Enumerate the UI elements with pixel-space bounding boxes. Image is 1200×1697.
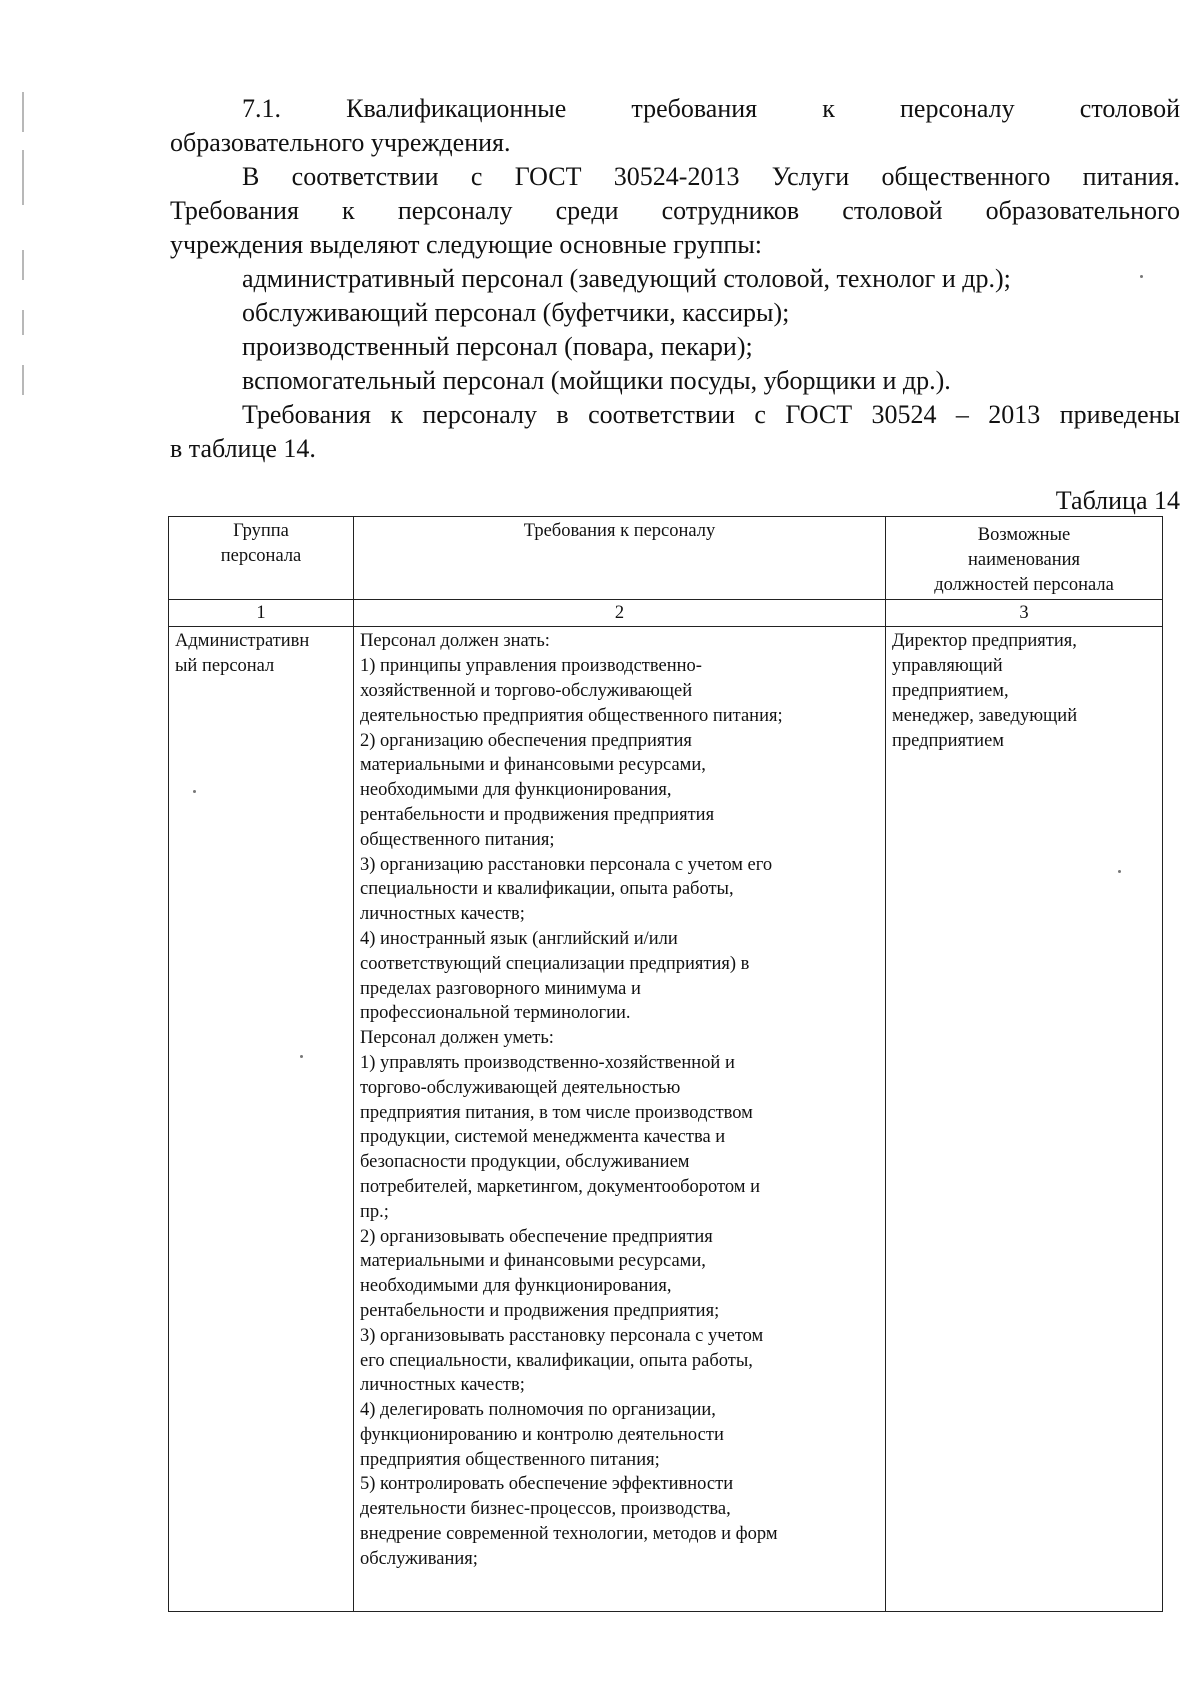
position-line: управляющий [892, 656, 1003, 677]
group-item: обслуживающий персонал (буфетчики, кассиры); [242, 298, 790, 327]
requirement-line: 2) организовывать обеспечение предприятия [360, 1226, 713, 1247]
table-caption: Таблица 14 [1055, 486, 1180, 515]
requirement-line: торгово-обслуживающей деятельностью [360, 1077, 681, 1098]
cell-requirements [354, 627, 886, 1612]
position-line: Директор предприятия, [892, 631, 1077, 652]
requirement-line: потребителей, маркетингом, документооборотом и [360, 1176, 760, 1197]
requirement-line: продукции, системой менеджмента качества и [360, 1127, 726, 1148]
requirement-line: личностных качеств; [360, 1375, 525, 1396]
table-column-numbers-row [169, 600, 1163, 627]
scan-margin-line [22, 365, 24, 395]
table-header-row [169, 517, 1163, 600]
requirement-line: личностных качеств; [360, 904, 525, 925]
requirement-line: пр.; [360, 1201, 389, 1222]
intro-line-2: Требования к персоналу среди сотрудников столовой образовательного [170, 196, 1180, 225]
scan-margin-line [22, 150, 24, 205]
requirement-line: соответствующий специализации предприятия) в [360, 953, 750, 974]
requirements-table [168, 516, 1163, 1612]
requirement-line: деятельностью предприятия общественного питания; [360, 705, 783, 726]
section-heading-line1: 7.1. Квалификационные требования к персоналу столовой [242, 94, 1180, 123]
cell-positions [886, 627, 1163, 1612]
requirement-line: 3) организовывать расстановку персонала с учетом [360, 1325, 764, 1346]
table-row [169, 627, 1163, 1612]
scan-margin-line [22, 310, 24, 335]
table-reference-line2: в таблице 14. [170, 434, 316, 463]
requirement-line: хозяйственной и торгово-обслуживающей [360, 680, 693, 701]
column-number: 2 [354, 600, 886, 627]
position-line: предприятием [892, 730, 1004, 751]
requirement-line: 1) управлять производственно-хозяйственной и [360, 1052, 735, 1073]
document-page [170, 92, 1180, 1612]
cell-group: Административн ый персонал [169, 627, 354, 1612]
intro-line-3: учреждения выделяют следующие основные группы: [170, 230, 763, 259]
column-number: 1 [169, 600, 354, 627]
requirement-line: специальности и квалификации, опыта работы, [360, 879, 734, 900]
header-group: Группа персонала [169, 517, 354, 600]
requirement-line: 5) контролировать обеспечение эффективности [360, 1474, 734, 1495]
requirement-line: профессиональной терминологии. [360, 1003, 631, 1024]
requirement-line: материальными и финансовыми ресурсами, [360, 755, 706, 776]
requirement-line: деятельности бизнес-процессов, производства, [360, 1499, 731, 1520]
requirement-line: материальными и финансовыми ресурсами, [360, 1251, 706, 1272]
requirement-line: рентабельности и продвижения предприятия; [360, 1300, 720, 1321]
requirement-line: 3) организацию расстановки персонала с учетом его [360, 854, 773, 875]
scan-margin-line [22, 92, 24, 132]
group-item: производственный персонал (повара, пекари); [242, 332, 753, 361]
requirement-line: его специальности, квалификации, опыта работы, [360, 1350, 753, 1371]
requirement-line: предприятия общественного питания; [360, 1449, 660, 1470]
group-item: вспомогательный персонал (мойщики посуды, уборщики и др.). [242, 366, 951, 395]
requirement-line: необходимыми для функционирования, [360, 1276, 672, 1297]
section-heading-line2: образовательного учреждения. [170, 128, 511, 157]
requirement-line: Персонал должен уметь: [360, 1028, 554, 1049]
requirement-line: 4) делегировать полномочия по организации, [360, 1400, 716, 1421]
requirement-line: рентабельности и продвижения предприятия [360, 804, 715, 825]
scan-margin-line [22, 250, 24, 280]
requirement-line: предприятия питания, в том числе производством [360, 1102, 753, 1123]
requirement-line: 1) принципы управления производственно- [360, 656, 702, 677]
requirement-line: безопасности продукции, обслуживанием [360, 1152, 690, 1173]
requirement-line: функционированию и контролю деятельности [360, 1424, 724, 1445]
intro-line-1: В соответствии с ГОСТ 30524-2013 Услуги общественного питания. [242, 162, 1180, 191]
requirement-line: общественного питания; [360, 829, 555, 850]
position-line: предприятием, [892, 680, 1009, 701]
header-requirements: Требования к персоналу [354, 517, 886, 600]
column-number: 3 [886, 600, 1163, 627]
requirement-line: 2) организацию обеспечения предприятия [360, 730, 692, 751]
requirement-line: пределах разговорного минимума и [360, 978, 641, 999]
requirement-line: 4) иностранный язык (английский и/или [360, 928, 678, 949]
requirement-line: внедрение современной технологии, методов и форм [360, 1524, 778, 1545]
group-item: административный персонал (заведующий столовой, технолог и др.); [242, 264, 1011, 293]
header-positions: Возможные наименования должностей персонала [886, 517, 1163, 600]
position-line: менеджер, заведующий [892, 705, 1078, 726]
requirement-line: обслуживания; [360, 1548, 478, 1569]
requirement-line: Персонал должен знать: [360, 631, 550, 652]
table-reference-line1: Требования к персоналу в соответствии с ГОСТ 30524 – 2013 приведены [242, 400, 1180, 429]
requirement-line: необходимыми для функционирования, [360, 780, 672, 801]
